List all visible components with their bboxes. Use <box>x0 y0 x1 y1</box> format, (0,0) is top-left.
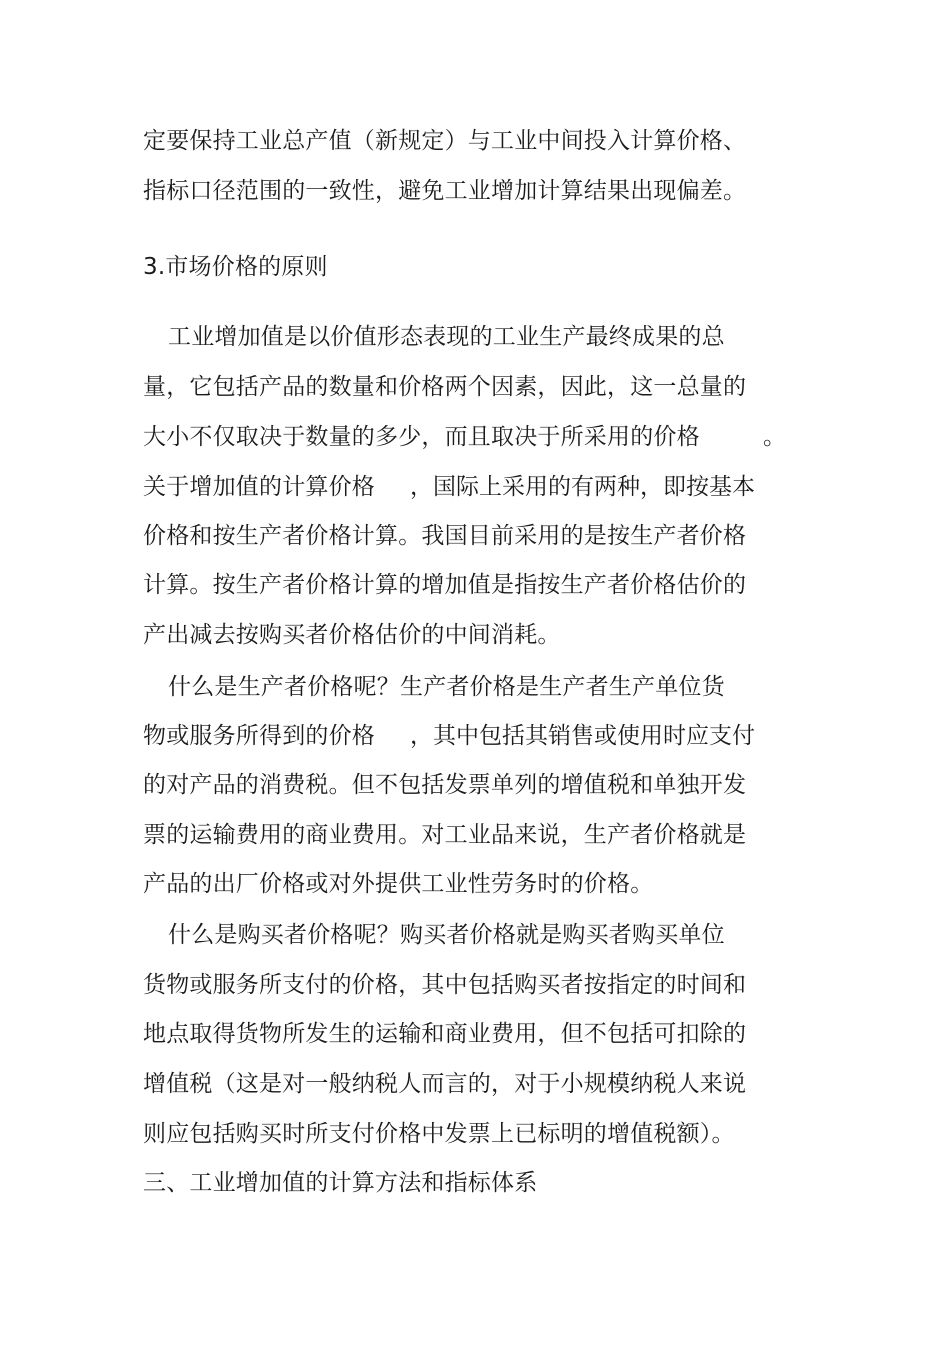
text-fragment: ，国际上采用的有两种，即按基本 <box>410 474 755 500</box>
text-fragment: 。 <box>763 424 786 450</box>
text-line: 地点取得货物所发生的运输和商业费用，但不包括可扣除的 <box>143 1021 747 1047</box>
text-line: 价格和按生产者价格计算。我国目前采用的是按生产者价格 <box>143 523 747 549</box>
text-line: 计算。按生产者价格计算的增加值是指按生产者价格估价的 <box>143 572 747 598</box>
paragraph-first-line: 工业增加值是以价值形态表现的工业生产最终成果的总 <box>168 324 725 350</box>
text-line: 增值税（这是对一般纳税人而言的，对于小规模纳税人来说 <box>143 1071 747 1097</box>
text-line: 大小不仅取决于数量的多少，而且取决于所采用的价格 <box>143 424 700 450</box>
section-heading: 3.市场价格的原则 <box>143 254 328 280</box>
text-line: 物或服务所得到的价格 <box>143 723 375 749</box>
text-line: 关于增加值的计算价格 <box>143 474 375 500</box>
text-line: 产品的出厂价格或对外提供工业性劳务时的价格。 <box>143 871 654 897</box>
text-fragment: ，其中包括其销售或使用时应支付 <box>410 723 755 749</box>
paragraph-first-line: 什么是生产者价格呢？生产者价格是生产者生产单位货 <box>168 674 725 700</box>
text-line: 则应包括购买时所支付价格中发票上已标明的增值税额）。 <box>143 1121 735 1147</box>
paragraph-first-line: 什么是购买者价格呢？购买者价格就是购买者购买单位 <box>168 922 725 948</box>
section-heading: 三、工业增加值的计算方法和指标体系 <box>143 1170 538 1196</box>
text-line: 的对产品的消费税。但不包括发票单列的增值税和单独开发 <box>143 772 747 798</box>
text-line: 定要保持工业总产值（新规定）与工业中间投入计算价格、 <box>143 128 747 154</box>
text-line: 货物或服务所支付的价格，其中包括购买者按指定的时间和 <box>143 972 747 998</box>
text-line: 量，它包括产品的数量和价格两个因素，因此，这一总量的 <box>143 374 747 400</box>
text-line: 产出减去按购买者价格估价的中间消耗。 <box>143 622 561 648</box>
text-line: 票的运输费用的商业费用。对工业品来说，生产者价格就是 <box>143 822 747 848</box>
text-line: 指标口径范围的一致性，避免工业增加计算结果出现偏差。 <box>143 178 747 204</box>
